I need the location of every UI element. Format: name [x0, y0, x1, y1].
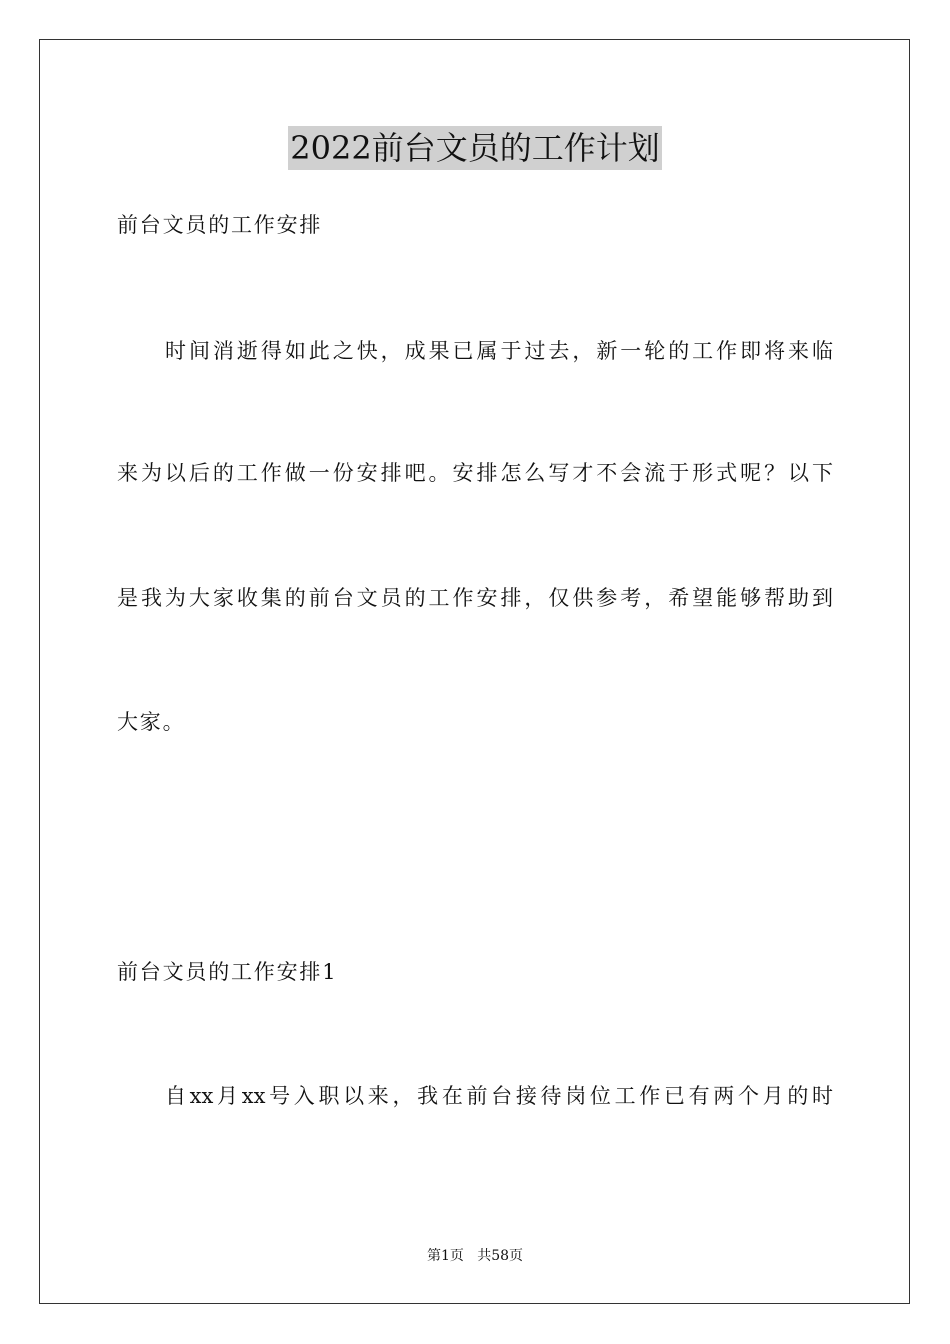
- title-container: [0, 126, 950, 170]
- section-heading: 前台文员的工作安排1: [117, 960, 338, 984]
- paragraph-line-4: 大家。: [117, 710, 186, 734]
- document-title: 2022前台文员的工作计划: [288, 126, 661, 170]
- section-paragraph-line-1: 自xx月xx号入职以来，我在前台接待岗位工作已有两个月的时: [165, 1084, 833, 1108]
- paragraph-line-1: 时间消逝得如此之快，成果已属于过去，新一轮的工作即将来临: [165, 339, 833, 363]
- paragraph-line-3: 是我为大家收集的前台文员的工作安排，仅供参考，希望能够帮助到: [117, 586, 833, 610]
- subtitle: 前台文员的工作安排: [117, 213, 323, 237]
- page-number-footer: 第1页 共58页: [426, 1248, 524, 1264]
- paragraph-line-2: 来为以后的工作做一份安排吧。安排怎么写才不会流于形式呢？以下: [117, 461, 833, 485]
